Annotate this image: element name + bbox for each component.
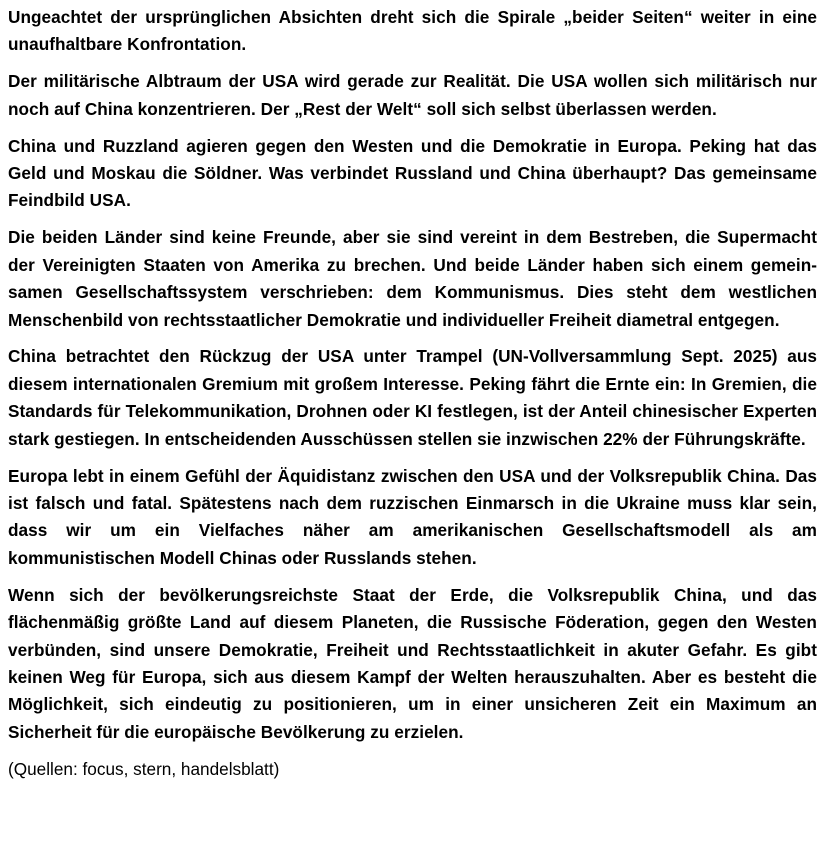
document-body	[8, 4, 817, 783]
sources-line: (Quellen: focus, stern, handelsblatt)	[8, 758, 280, 779]
paragraph-europe-equidistance: Europa lebt in einem Gefühl der Äquidistanz zwischen den USA und der Volksrepublik China. Das ist falsch und fatal. Spätestens nach dem ruzzischen Einmarsch in die Ukraine muss klar sein, dass wir um ein Vielfaches näher am amerikanischen Gesellschaftsmodell als am kommunistischen Modell Chinas oder Russlands stehen.	[8, 465, 817, 568]
paragraph-intro: Ungeachtet der ursprünglichen Absichten dreht sich die Spirale „beider Seiten“ weiter in eine unaufhaltbare Konfrontation.	[8, 7, 817, 55]
paragraph-un-withdrawal: China betrachtet den Rückzug der USA unter Trampel (UN-Vollversammlung Sept. 2025) aus diesem internationalen Gremium mit großem Interesse. Peking fährt die Ernte ein: In Gremien, die Standards für Telekommunikation, Drohnen oder KI festlegen, ist der Anteil chinesischer Experten stark gestiegen. In entscheidenden Ausschüssen stellen sie inzwischen 22% der Führungskräfte.	[8, 346, 817, 449]
paragraph-not-friends: Die beiden Länder sind keine Freunde, aber sie sind vereint in dem Bestreben, die Supermacht der Vereinigten Staaten von Amerika zu brechen. Und beide Länder haben sich einem gemeinsamen Gesellschaftssystem verschrieben: dem Kommunismus. Dies steht dem westlichen Menschenbild von rechtsstaatlicher Demokratie und individueller Freiheit diametral entgegen.	[8, 227, 817, 330]
paragraph-china-russia: China und Ruzzland agieren gegen den Westen und die Demokratie in Europa. Peking hat das Geld und Moskau die Söldner. Was verbindet Russland und China überhaupt? Das gemeinsame Feindbild USA.	[8, 135, 817, 211]
paragraph-conclusion: Wenn sich der bevölkerungsreichste Staat der Erde, die Volksrepublik China, und das flächenmäßig größte Land auf diesem Planeten, die Russische Föderation, gegen den Westen verbünden, sind unsere Demokratie, Freiheit und Rechtsstaatlichkeit in akuter Gefahr. Es gibt keinen Weg für Europa, sich aus diesem Kampf der Welten herauszuhalten. Aber es besteht die Möglichkeit, sich eindeutig zu positionieren, um in einer unsicheren Zeit ein Maximum an Sicherheit für die europäische Bevölkerung zu erzielen.	[8, 584, 817, 742]
paragraph-military-nightmare: Der militärische Albtraum der USA wird gerade zur Realität. Die USA wollen sich militärisch nur noch auf China konzentrieren. Der „Rest der Welt“ soll sich selbst überlassen werden.	[8, 71, 817, 119]
